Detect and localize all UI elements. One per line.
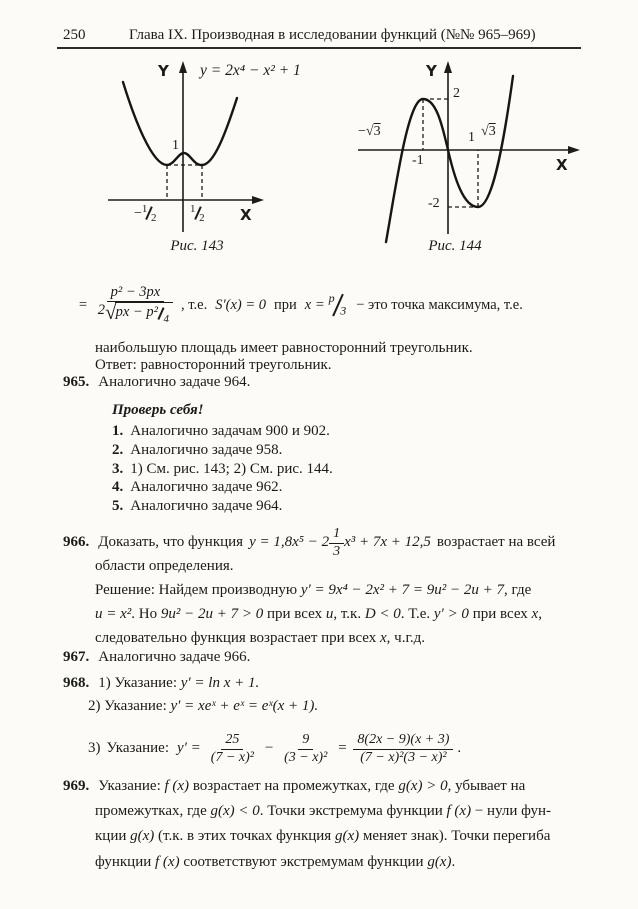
solution-964-line2: наибольшую площадь имеет равносторонний треугольник. [95, 340, 473, 356]
fig143-y-label: Y [158, 62, 169, 80]
fig143-curve [123, 82, 237, 165]
check-item-2: 2. Аналогично задаче 958. [112, 442, 283, 458]
problem-number: 966. [63, 534, 90, 551]
problem-number: 965. [63, 374, 90, 390]
problem-966-line3: Решение: Найдем производную y′ = 9x⁴ − 2x² + 7 = 9u² − 2u + 7, где [95, 582, 532, 598]
check-item-1: 1. Аналогично задачам 900 и 902. [112, 423, 330, 439]
radical-sign: √ [105, 299, 117, 324]
fig144-plot [350, 56, 590, 262]
p-over-3-fraction: $^p_3$ [328, 290, 347, 318]
solution-964-answer: Ответ: равносторонний треугольник. [95, 357, 332, 373]
fig144-sqrt3-label: √3 [481, 124, 496, 139]
figure-144 [350, 56, 590, 262]
fig144-dashed-guides [423, 99, 478, 207]
fig144-min-tick-label: -2 [428, 196, 440, 211]
problem-969-line4: функции f (x) соответствуют экстремумам функции g(x). [95, 854, 456, 870]
one-third-fraction: 1 3 [329, 526, 344, 559]
fig143-caption: Рис. 143 [170, 238, 224, 254]
solution-964-formula: = p² − 3px 2 √ px − p² $_4$ , т.е. S′(x) = 0 при x = $^p_3$ − это точка максимума, т.е. [78, 284, 523, 326]
problem-968-item3: 3) Указание: y′ = $\frac{25}{\text{(7 − x)²}}$ − $\frac{9}{\text{(3 − x)²}}$ = $\frac{8(2x - 9)(x + 3)}{\text{(7 − x)²(3 − x)²}}$ . [88, 732, 462, 765]
fig143-dashed-guides [167, 165, 202, 200]
problem-number: 967. [63, 649, 90, 665]
problem-967: 967. Аналогично задаче 966. [63, 649, 251, 665]
fraction-9-over: $\frac{9}{\text{(3 − x)²}}$ [284, 732, 328, 765]
problem-968-item1: 968. 1) Указание: y′ = ln x + 1. [63, 675, 260, 691]
fraction-25-over: $\frac{25}{\text{(7 − x)²}}$ [210, 732, 254, 765]
fig144-neg-one-label: -1 [412, 153, 424, 168]
fig144-y-label: Y [426, 62, 437, 80]
problem-number: 968. [63, 675, 90, 691]
problem-968-item2: 2) Указание: y′ = xeˣ + eˣ = eˣ(x + 1). [88, 698, 319, 714]
figure-143 [100, 56, 320, 262]
problem-969-line3: кции g(x) (т.к. в этих точках функция g(x) меняет знак). Точки перегиба [95, 828, 551, 844]
fig144-curve [386, 76, 513, 242]
problem-number: 969. [63, 778, 90, 794]
fig143-plot [100, 56, 320, 262]
problem-966-line1: 966. Доказать, что функция y = 1,8x⁵ − 2 1 3 x³ + 7x + 12,5 возрастает на всей [63, 526, 556, 559]
chapter-header: Глава IX. Производная в исследовании функций (№№ 965–969) [129, 27, 536, 43]
fig144-y-arrow-icon [444, 61, 452, 73]
fig144-max-tick-label: 2 [453, 86, 460, 101]
fig144-x-label: X [556, 156, 568, 174]
fig143-tick-half: $^1_2$ [190, 203, 205, 224]
fig144-neg-sqrt3-label: −√3 [358, 124, 381, 139]
page-number: 250 [63, 27, 86, 43]
header-rule [57, 47, 581, 49]
check-yourself-title: Проверь себя! [112, 402, 204, 418]
fig144-one-label: 1 [468, 130, 475, 145]
equals-sign: = [78, 296, 88, 313]
radicand: px − p² $_4$ [115, 302, 173, 326]
fig143-y-arrow-icon [179, 61, 187, 73]
fig143-x-label: X [240, 206, 252, 224]
problem-966-line2: области определения. [95, 558, 234, 574]
main-fraction: p² − 3px 2 √ px − p² $_4$ [94, 284, 177, 325]
problem-969-line1: 969. Указание: f (x) возрастает на промежутках, где g(x) > 0, убывает на [63, 778, 526, 794]
problem-966-line5: следовательно функция возрастает при всех x, ч.г.д. [95, 630, 426, 646]
fig143-tick-neg-half: −$^1_2$ [134, 203, 157, 224]
problem-969-line2: промежутках, где g(x) < 0. Точки экстремума функции f (x) − нули фун- [95, 803, 552, 819]
fig143-equation: y = 2x⁴ − x² + 1 [200, 62, 301, 79]
fig143-x-arrow-icon [252, 196, 264, 204]
fig144-caption: Рис. 144 [428, 238, 482, 254]
check-item-5: 5. Аналогично задаче 964. [112, 498, 283, 514]
problem-965: 965. Аналогично задаче 964. [63, 374, 251, 390]
fig144-x-arrow-icon [568, 146, 580, 154]
fraction-result: $\frac{8(2x - 9)(x + 3)}{\text{(7 − x)²(3 − x)²}}$ [353, 732, 453, 765]
check-item-3: 3. 1) См. рис. 143; 2) См. рис. 144. [112, 461, 333, 477]
problem-966-line4: u = x². Но 9u² − 2u + 7 > 0 при всех u, т.к. D < 0. Т.е. y′ > 0 при всех x, [95, 606, 542, 622]
fig143-max-tick-label: 1 [172, 138, 179, 153]
check-item-4: 4. Аналогично задаче 962. [112, 479, 283, 495]
